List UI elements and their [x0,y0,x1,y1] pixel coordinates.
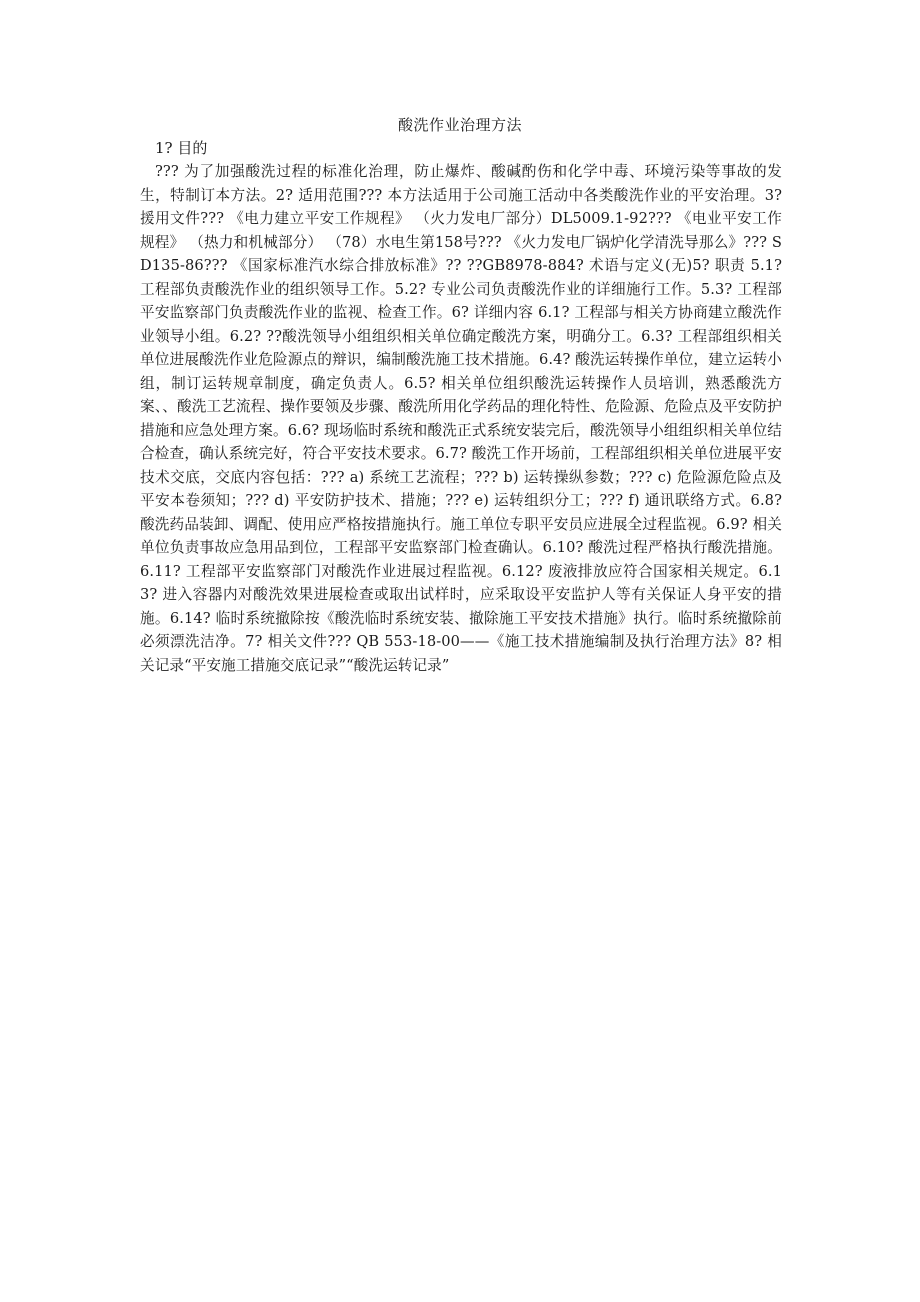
document-body: ??? 为了加强酸洗过程的标准化治理，防止爆炸、酸碱酌伤和化学中毒、环境污染等事故的发生，特制订本方法。2? 适用范围??? 本方法适用于公司施工活动中各类酸洗作业的平安治理。3? 援用文件??? 《电力建立平安工作规程》 （火力发电厂部分）DL5009.1-92??? 《电业平安工作规程》 （热力和机械部分） （78）水电生第158号??? 《火力发电厂锅炉化学清洗导那么》??? SD135-86??? 《国家标准汽水综合排放标准》?? ??GB8978-884? 术语与定义(无)5? 职责 5.1? 工程部负责酸洗作业的组织领导工作。5.2? 专业公司负责酸洗作业的详细施行工作。5.3? 工程部平安监察部门负责酸洗作业的监视、检查工作。6? 详细内容 6.1? 工程部与相关方协商建立酸洗作业领导小组。6.2? ??酸洗领导小组组织相关单位确定酸洗方案，明确分工。6.3? 工程部组织相关单位进展酸洗作业危险源点的辩识，编制酸洗施工技术措施。6.4? 酸洗运转操作单位，建立运转小组，制订运转规章制度，确定负责人。6.5? 相关单位组织酸洗运转操作人员培训，熟悉酸洗方案、、酸洗工艺流程、操作要领及步骤、酸洗所用化学药品的理化特性、危险源、危险点及平安防护措施和应急处理方案。6.6? 现场临时系统和酸洗正式系统安装完后，酸洗领导小组组织相关单位结合检查，确认系统完好，符合平安技术要求。6.7? 酸洗工作开场前，工程部组织相关单位进展平安技术交底，交底内容包括：??? a) 系统工艺流程；??? b) 运转操纵参数；??? c) 危险源危险点及平安本卷须知；??? d) 平安防护技术、措施；??? e) 运转组织分工；??? f) 通讯联络方式。6.8? 酸洗药品装卸、调配、使用应严格按措施执行。施工单位专职平安员应进展全过程监视。6.9? 相关单位负责事故应急用品到位，工程部平安监察部门检查确认。6.10? 酸洗过程严格执行酸洗措施。6.11? 工程部平安监察部门对酸洗作业进展过程监视。6.12? 废液排放应符合国家相关规定。6.13? 进入容器内对酸洗效果进展检查或取出试样时，应采取设平安监护人等有关保证人身平安的措施。6.14? 临时系统撤除按《酸洗临时系统安装、撤除施工平安技术措施》执行。临时系统撤除前必须漂洗洁净。7? 相关文件??? QB 553-18-00——《施工技术措施编制及执行治理方法》8? 相关记录“平安施工措施交底记录”“酸洗运转记录” [140,163,782,674]
section-heading: 1? 目的 [155,139,208,157]
document-title: 酸洗作业治理方法 [397,116,522,134]
